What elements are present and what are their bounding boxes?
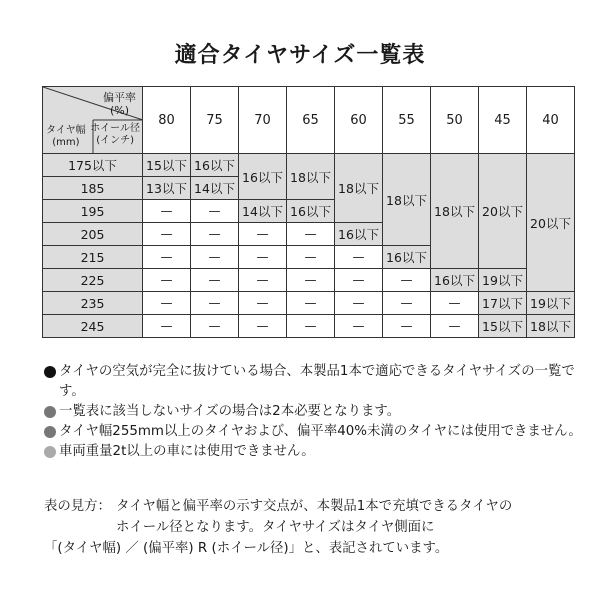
wheel-size-cell: 18以下: [431, 154, 479, 269]
width-unit: (mm): [52, 137, 80, 148]
empty-cell: —: [239, 315, 287, 338]
wheel-unit: (インチ): [96, 135, 134, 146]
empty-cell: —: [287, 269, 335, 292]
wheel-size-cell: 20以下: [527, 154, 575, 292]
tire-width-cell: 185: [43, 177, 143, 200]
tire-width-cell: 205: [43, 223, 143, 246]
empty-cell: —: [383, 269, 431, 292]
flatness-unit: (%): [109, 104, 130, 117]
wheel-size-cell: 18以下: [527, 315, 575, 338]
note-text: 一覧表に該当しないサイズの場合は2本必要となります。: [59, 404, 401, 419]
empty-cell: —: [143, 315, 191, 338]
empty-cell: —: [287, 223, 335, 246]
wheel-size-cell: 16以下: [191, 154, 239, 177]
wheel-size-cell: 20以下: [479, 154, 527, 269]
empty-cell: —: [287, 315, 335, 338]
aspect-ratio-header: 80: [143, 87, 191, 154]
empty-cell: —: [335, 292, 383, 315]
wheel-label: ホイール径: [90, 123, 140, 134]
aspect-ratio-header: 50: [431, 87, 479, 154]
wheel-size-cell: 18以下: [335, 154, 383, 223]
wheel-size-cell: 19以下: [479, 269, 527, 292]
wheel-size-cell: 14以下: [239, 200, 287, 223]
tire-size-table: [42, 86, 575, 338]
wheel-size-cell: 18以下: [383, 154, 431, 246]
empty-cell: —: [383, 292, 431, 315]
empty-cell: —: [191, 246, 239, 269]
how-to-read-line: 「(タイヤ幅) ／ (偏平率) R (ホイール径)」と、表記されています。: [44, 541, 449, 556]
empty-cell: —: [239, 269, 287, 292]
empty-cell: —: [239, 246, 287, 269]
wheel-size-cell: 15以下: [479, 315, 527, 338]
how-to-read-line: ホイール径となります。タイヤサイズはタイヤ側面に: [116, 520, 435, 535]
tire-width-cell: 195: [43, 200, 143, 223]
aspect-ratio-header: 55: [383, 87, 431, 154]
light-bullet-icon: [44, 446, 56, 458]
empty-cell: —: [335, 315, 383, 338]
gray-bullet-icon: [44, 406, 56, 418]
empty-cell: —: [335, 269, 383, 292]
how-to-read-line: タイヤ幅と偏平率の示す交点が、本製品1本で充填できるタイヤの: [116, 499, 513, 514]
aspect-ratio-header: 40: [527, 87, 575, 154]
table-row: [43, 292, 575, 315]
tire-width-cell: 225: [43, 269, 143, 292]
empty-cell: —: [143, 200, 191, 223]
tire-width-cell: 235: [43, 292, 143, 315]
empty-cell: —: [287, 246, 335, 269]
wheel-size-cell: 14以下: [191, 177, 239, 200]
empty-cell: —: [191, 200, 239, 223]
aspect-ratio-header: 65: [287, 87, 335, 154]
how-to-read-section: [44, 496, 594, 559]
wheel-size-cell: 15以下: [143, 154, 191, 177]
wheel-size-cell: 16以下: [287, 200, 335, 223]
empty-cell: —: [191, 269, 239, 292]
gray-bullet-icon: [44, 426, 56, 438]
note-item: [44, 442, 584, 462]
aspect-ratio-header: 45: [479, 87, 527, 154]
wheel-size-cell: 19以下: [527, 292, 575, 315]
aspect-ratio-header: 70: [239, 87, 287, 154]
note-text: タイヤの空気が完全に抜けている場合、本製品1本で適応できるタイヤサイズの一覧です。: [59, 364, 575, 399]
wheel-size-cell: 13以下: [143, 177, 191, 200]
aspect-ratio-header: 75: [191, 87, 239, 154]
table-row: [43, 154, 575, 177]
note-text: 車両重量2t以上の車には使用できません。: [59, 444, 315, 459]
width-header: [46, 125, 86, 149]
empty-cell: —: [143, 292, 191, 315]
empty-cell: —: [239, 223, 287, 246]
empty-cell: —: [143, 269, 191, 292]
empty-cell: —: [383, 315, 431, 338]
note-item: [44, 362, 584, 402]
empty-cell: —: [239, 292, 287, 315]
wheel-size-cell: 16以下: [431, 269, 479, 292]
empty-cell: —: [431, 315, 479, 338]
wheel-size-cell: 17以下: [479, 292, 527, 315]
note-item: [44, 422, 584, 442]
tire-width-cell: 245: [43, 315, 143, 338]
aspect-ratio-header: 60: [335, 87, 383, 154]
empty-cell: —: [191, 315, 239, 338]
empty-cell: —: [287, 292, 335, 315]
table-row: [43, 315, 575, 338]
tire-width-cell: 215: [43, 246, 143, 269]
wheel-size-cell: 16以下: [335, 223, 383, 246]
empty-cell: —: [431, 292, 479, 315]
table-row: [43, 269, 575, 292]
empty-cell: —: [191, 292, 239, 315]
empty-cell: —: [143, 246, 191, 269]
width-label: タイヤ幅: [46, 125, 86, 136]
note-text: タイヤ幅255mm以上のタイヤおよび、偏平率40%未満のタイヤには使用できません。: [59, 424, 582, 439]
wheel-size-cell: 16以下: [383, 246, 431, 269]
flatness-label: 偏平率: [103, 91, 136, 104]
tire-width-cell: 175以下: [43, 154, 143, 177]
page-title: 適合タイヤサイズ一覧表: [174, 43, 426, 68]
how-to-read-label: 表の見方：: [44, 499, 111, 514]
flatness-header: [103, 91, 136, 117]
note-item: [44, 402, 584, 422]
wheel-size-cell: 18以下: [287, 154, 335, 200]
table-corner-header: [43, 87, 143, 154]
notes-list: [44, 362, 584, 462]
wheel-header: [90, 123, 140, 147]
empty-cell: —: [143, 223, 191, 246]
black-bullet-icon: [44, 366, 56, 378]
empty-cell: —: [335, 246, 383, 269]
wheel-size-cell: 16以下: [239, 154, 287, 200]
empty-cell: —: [191, 223, 239, 246]
